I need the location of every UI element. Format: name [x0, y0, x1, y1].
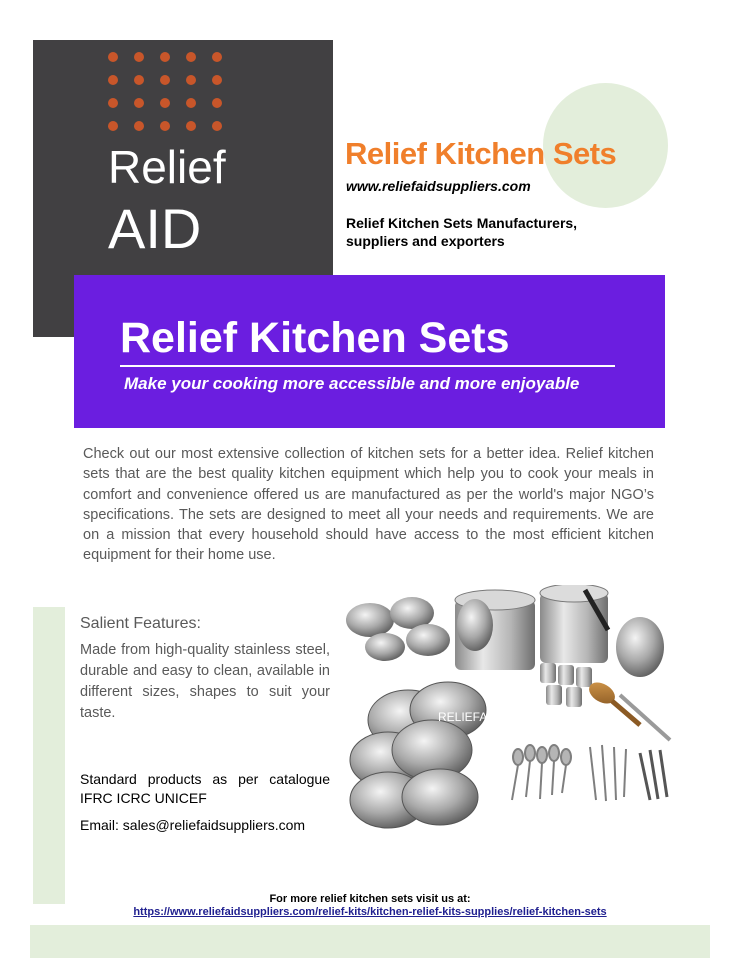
brand-name-aid: AID [108, 197, 202, 260]
standards-note: Standard products as per catalogue IFRC ICRC UNICEF [80, 771, 330, 806]
decorative-dot [134, 98, 144, 108]
forks [590, 745, 626, 801]
decorative-dot [212, 121, 222, 131]
banner-title: Relief Kitchen Sets [120, 314, 510, 362]
decorative-side-strip [33, 607, 65, 904]
cup [540, 663, 556, 683]
decorative-dot [134, 75, 144, 85]
header-website-link[interactable]: www.reliefaidsuppliers.com [346, 178, 531, 194]
cooking-pot [540, 593, 608, 663]
decorative-dot [108, 98, 118, 108]
decorative-dot [186, 98, 196, 108]
cup [566, 687, 582, 707]
decorative-dot [212, 98, 222, 108]
intro-paragraph: Check out our most extensive collection of kitchen sets for a better idea. Relief kitchen sets that are the best quality kitchen equipment which help you to cook your meals in comfort and convenience offered us are manufactured as per the world's major NGO’s specifications. The sets are designed to meet all your needs and requirements. We are on a mission that every household should have access to the most efficient kitchen equipment for their home use. [83, 446, 654, 564]
header-title: Relief Kitchen Sets [345, 136, 617, 171]
cup [546, 685, 562, 705]
kitchen-set-photo [340, 585, 675, 835]
bowl [346, 603, 394, 637]
pot-lid [616, 617, 664, 677]
decorative-dot [134, 52, 144, 62]
features-description: Made from high-quality stainless steel, durable and easy to clean, available in different sizes, shapes to suit your taste. [80, 642, 330, 721]
decorative-dot [186, 52, 196, 62]
footer-note: For more relief kitchen sets visit us at: [269, 893, 471, 905]
header-tagline: Relief Kitchen Sets Manufacturers, suppliers and exporters [346, 215, 578, 249]
decorative-dot [108, 75, 118, 85]
decorative-dot [160, 121, 170, 131]
decorative-dot [186, 121, 196, 131]
banner-subtitle: Make your cooking more accessible and more enjoyable [124, 374, 580, 393]
decorative-dot [134, 121, 144, 131]
decorative-dot [160, 98, 170, 108]
cup [576, 667, 592, 687]
decorative-dot [108, 121, 118, 131]
decorative-dot [160, 52, 170, 62]
decorative-dot [160, 75, 170, 85]
decorative-dot [186, 75, 196, 85]
banner-divider [120, 365, 615, 367]
contact-email[interactable]: Email: sales@reliefaidsuppliers.com [80, 817, 306, 833]
decorative-dot-grid [108, 52, 228, 142]
decorative-dot [212, 52, 222, 62]
knives [640, 750, 667, 800]
decorative-dot [108, 52, 118, 62]
cup [558, 665, 574, 685]
brand-name-relief: Relief [108, 141, 226, 193]
footer-link[interactable]: https://www.reliefaidsuppliers.com/relief-kits/kitchen-relief-kits-supplies/relief-kitchen-sets [133, 906, 607, 918]
bowl [406, 624, 450, 656]
bowl [365, 633, 405, 661]
plate [402, 769, 478, 825]
footer-bar [30, 925, 710, 958]
features-heading: Salient Features: [80, 615, 201, 632]
photo-watermark: RELIEFAIDSUPPLIERS [438, 710, 567, 724]
decorative-dot [212, 75, 222, 85]
spoons [512, 745, 571, 800]
